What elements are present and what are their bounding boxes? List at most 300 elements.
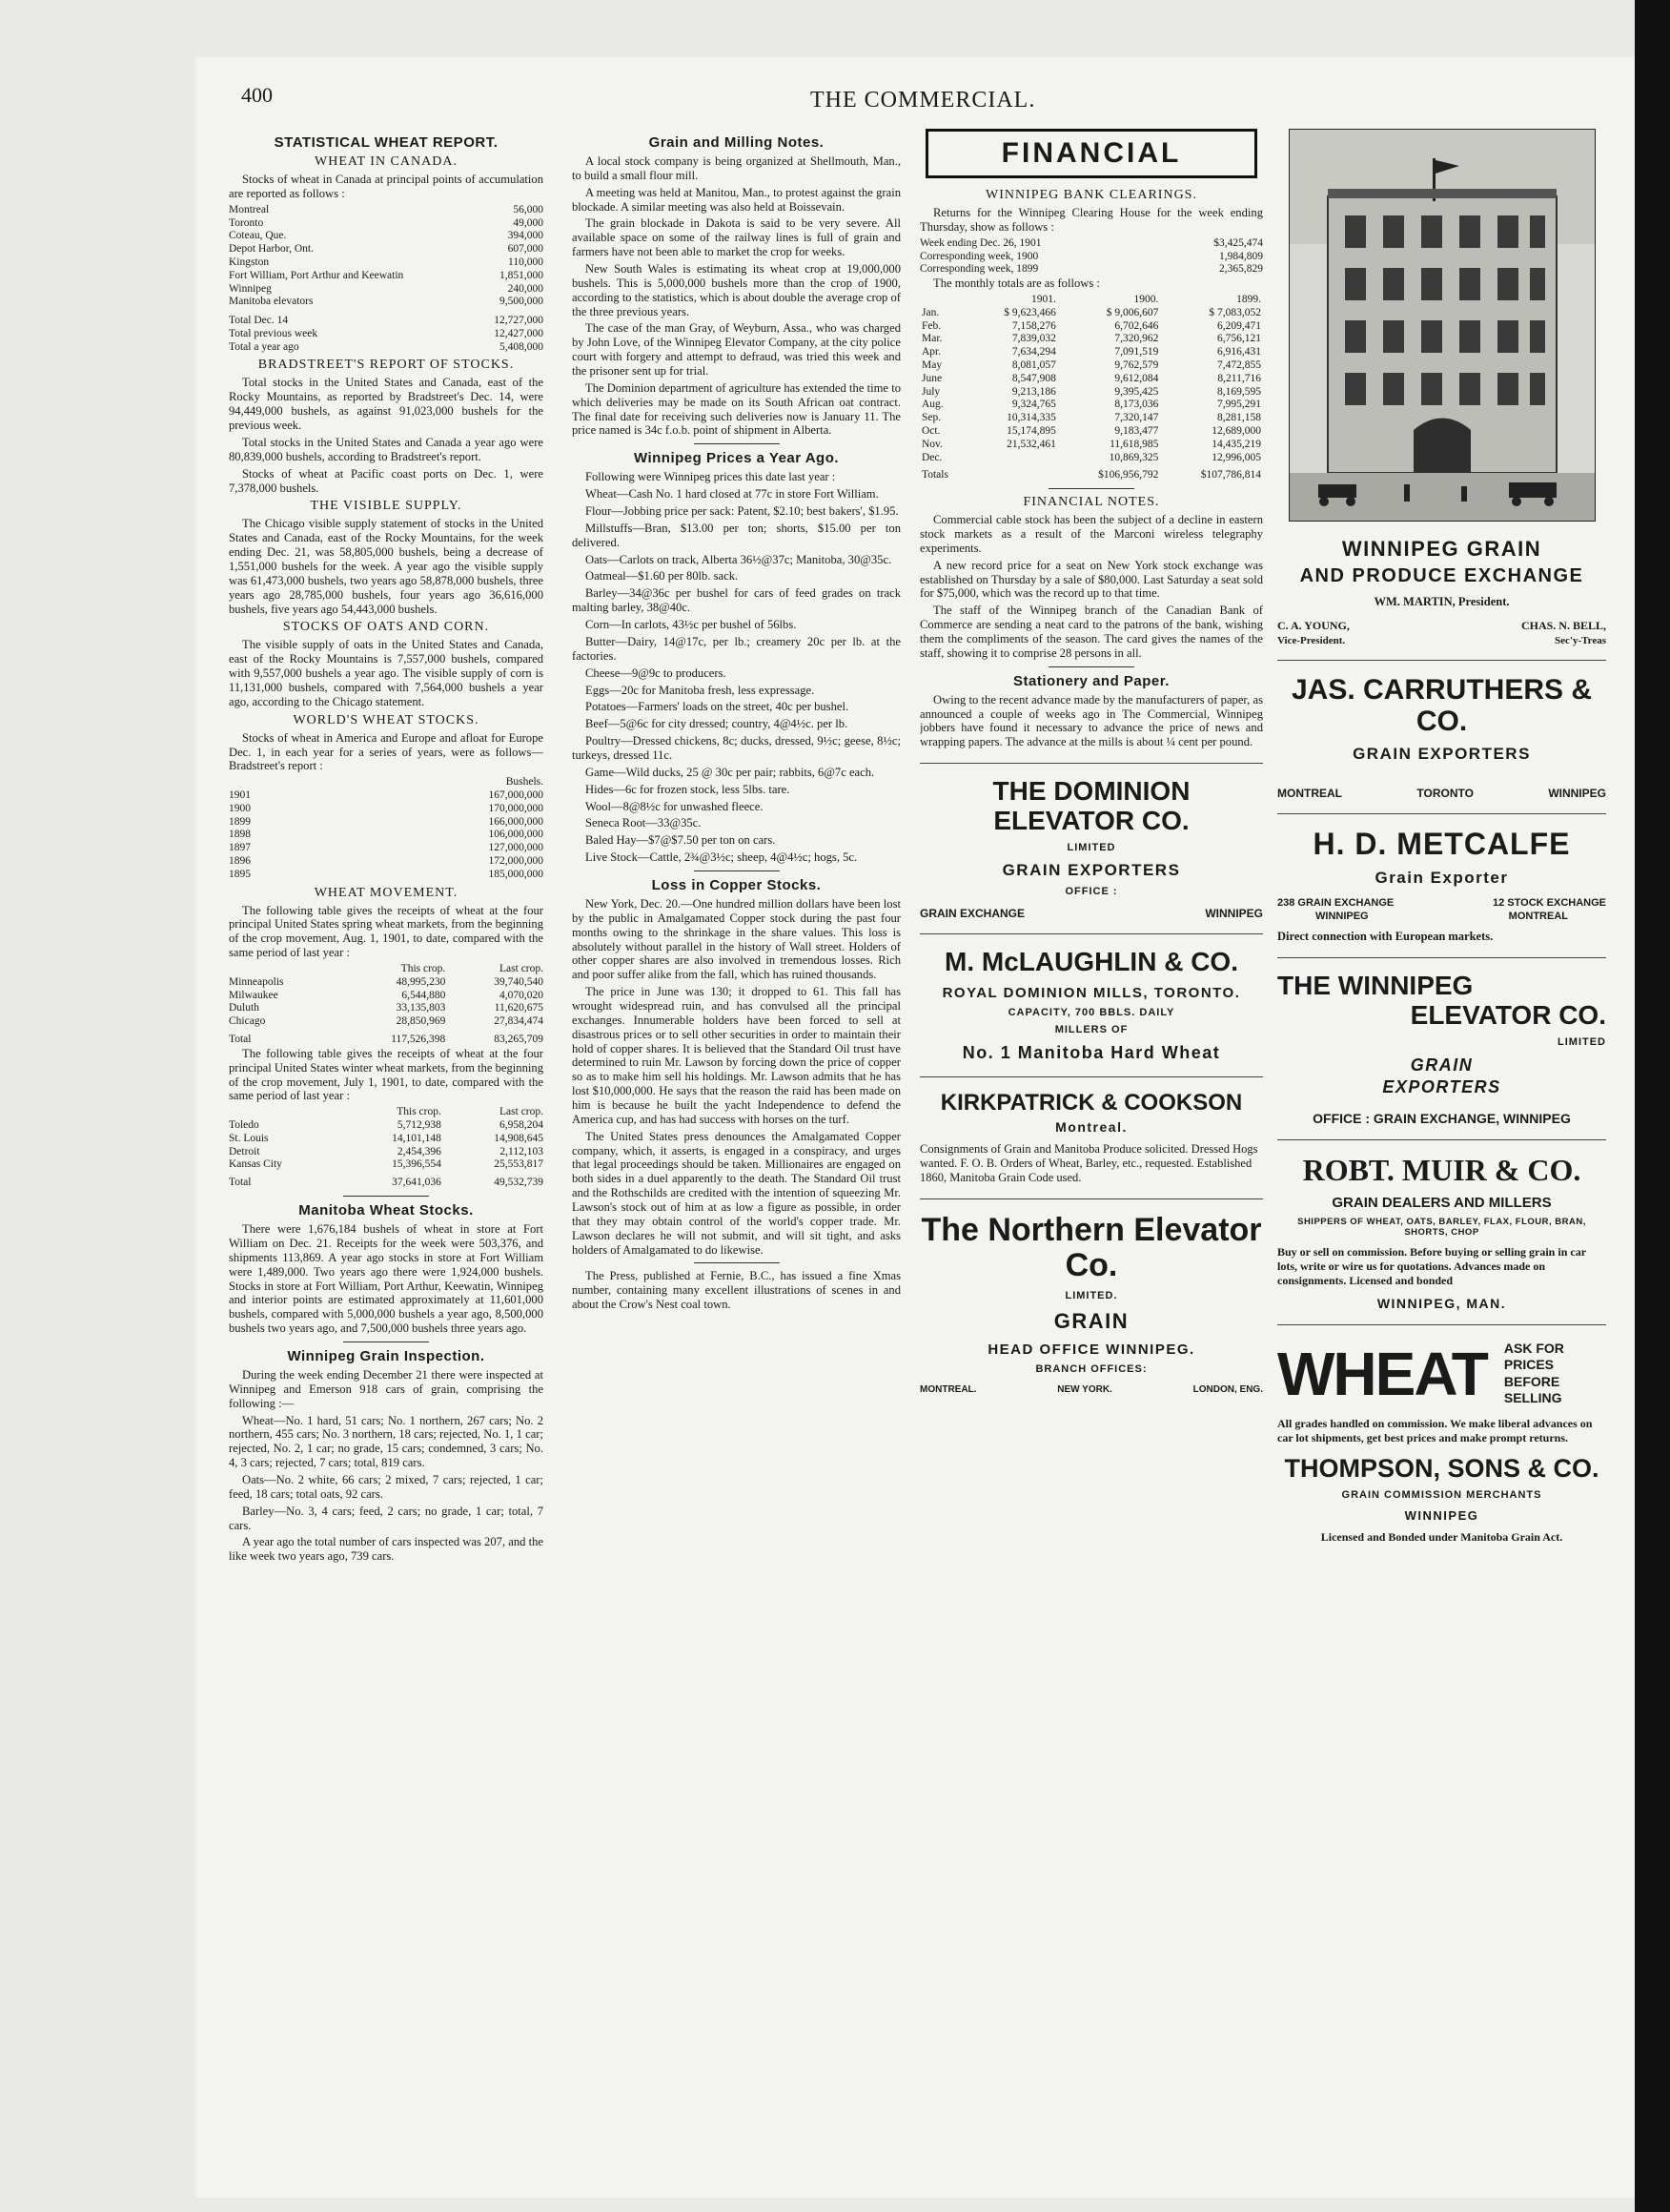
ad-northern-elevator — [920, 1199, 1263, 1408]
advertiser-name: ROBT. MUIR & CO. — [1302, 1152, 1581, 1187]
ad-dominion-elevator — [920, 763, 1263, 934]
cell: Fort William, Port Arthur and Keewatin — [229, 269, 404, 281]
ad-text: CAPACITY, 700 BBLS. DAILY — [1008, 1006, 1175, 1018]
ad-text: Licensed and Bonded under Manitoba Grain Act. — [1320, 1529, 1563, 1544]
ad-address — [1277, 911, 1606, 922]
table-row — [229, 256, 543, 270]
cell: 2,454,396 — [397, 1145, 441, 1157]
paragraph: Stocks of wheat in America and Europe and afloat for Europe Dec. 1, in each year for a series of years, were as follows—Bradstreet's report : — [229, 730, 543, 773]
ad-text: 238 GRAIN EXCHANGE — [1277, 897, 1395, 910]
cell: 110,000 — [508, 256, 543, 268]
table-row — [920, 359, 1263, 373]
table-row — [229, 1158, 543, 1172]
paragraph: Following were Winnipeg prices this date last year : — [585, 470, 836, 484]
ad-text: GRAIN EXPORTERS — [1002, 860, 1181, 879]
cell — [968, 452, 1058, 465]
cell: 14,435,219 — [1212, 438, 1261, 450]
cell: 1898 — [229, 829, 251, 841]
cell: Toledo — [229, 1119, 259, 1132]
ad-text: LIMITED — [1067, 841, 1116, 853]
cell: 1897 — [229, 842, 251, 854]
cell: 6,544,880 — [401, 989, 446, 1001]
paragraph: Baled Hay—$7@$7.50 per ton on cars. — [585, 833, 776, 848]
cell: 9,612,084 — [1114, 372, 1159, 384]
cell: 106,000,000 — [488, 829, 543, 841]
cell: Depot Harbor, Ont. — [229, 243, 314, 256]
table-row — [920, 412, 1263, 425]
paragraph: A new record price for a seat on New York stock exchange was established on Thursday by a sale of $80,000. Last Saturday a seat sold for $75,000, which was the record up to that time. — [920, 558, 1263, 601]
cell: 8,081,057 — [1011, 358, 1056, 371]
advertiser-name: ELEVATOR CO. — [1410, 999, 1606, 1030]
table-row — [229, 204, 543, 217]
cell: July — [922, 385, 941, 398]
table-row — [229, 217, 543, 231]
cell — [968, 464, 1058, 482]
paragraph: A meeting was held at Manitou, Man., to protest against the grain blockade. A similar meeting was also held at Boissevain. — [572, 185, 901, 214]
advertiser-name: KIRKPATRICK & COOKSON — [940, 1089, 1243, 1116]
cell: 167,000,000 — [488, 789, 543, 802]
paragraph: A local stock company is being organized at Shellmouth, Man., to build a small flour mill. — [572, 154, 901, 182]
advertiser-name: H. D. METCALFE — [1313, 827, 1571, 861]
paragraph: Oats—No. 2 white, 66 cars; 2 mixed, 7 cars; rejected, 1 car; feed, 18 cars; total oats, 92 cars. — [229, 1472, 543, 1501]
cell: 8,547,908 — [1011, 372, 1056, 384]
paragraph: Total stocks in the United States and Canada a year ago were 80,839,000 bushels, according to Bradstreet's report. — [229, 435, 543, 463]
cell: 5,408,000 — [499, 340, 543, 353]
cell: Milwaukee — [229, 989, 278, 1001]
ad-text: All grades handled on commission. We make liberal advances on car lot shipments, get best prices and make prompt returns. — [1277, 1416, 1593, 1444]
ad-text: CHAS. N. BELL, — [1520, 619, 1606, 632]
table-row — [920, 307, 1263, 320]
paragraph: The staff of the Winnipeg branch of the Canadian Bank of Commerce are sending a neat card to the patrons of the bank, wishing them the compliments of the season. The card gives the names of the staff, showing it to comprise 28 persons in all. — [920, 604, 1263, 660]
cell: 7,995,291 — [1217, 399, 1261, 411]
table-row — [229, 230, 543, 243]
cell: 117,526,398 — [391, 1034, 446, 1046]
cell: 12,427,000 — [494, 327, 543, 339]
ad-text: TORONTO — [1416, 787, 1474, 800]
cell: 28,850,969 — [396, 1015, 446, 1028]
cell: Minneapolis — [229, 975, 284, 988]
cell: 1901. — [1030, 293, 1056, 305]
ad-text: NEW YORK. — [1057, 1383, 1112, 1395]
paragraph: Barley—34@36c per bushel for cars of feed grades on track malting barley, 38@40c. — [572, 586, 901, 615]
spring-wheat-table — [229, 963, 543, 1047]
table-row — [229, 1029, 543, 1047]
scan-edge — [1635, 0, 1670, 2212]
cell: 1901 — [229, 789, 251, 802]
cell: Last crop. — [499, 963, 543, 975]
section-title: Stationery and Paper. — [1013, 672, 1170, 689]
paragraph: Returns for the Winnipeg Clearing House for the week ending Thursday, show as follows : — [920, 206, 1263, 234]
ad-address — [920, 907, 1263, 920]
divider — [343, 1196, 429, 1197]
paragraph: Seneca Root—33@35c. — [585, 816, 702, 830]
cell: 6,209,471 — [1217, 319, 1261, 332]
table-row — [229, 1133, 543, 1146]
paragraph: The Chicago visible supply statement of stocks in the United States and Canada, east of the Rocky Mountains, for the week ending Dec. 21, was 58,805,000 bushels, being a decrease of 1,551,000 bushels for the week. A year ago the visible supply was 61,473,000 bushels, two years ago 58,878,000 bushels, three years ago 28,785,000 bushels, four years ago 36,616,000 bushels, five years ago 54,443,000 bushels. — [229, 517, 543, 616]
table-row — [229, 1146, 543, 1159]
cell: 7,634,294 — [1011, 346, 1056, 358]
ad-text: MONTREAL — [1508, 911, 1568, 923]
cell: 27,834,474 — [494, 1015, 543, 1028]
cell: 11,620,675 — [494, 1002, 543, 1014]
cell: 127,000,000 — [488, 842, 543, 854]
financial-banner: FINANCIAL — [926, 129, 1257, 178]
table-row — [920, 452, 1263, 465]
section-title: Manitoba Wheat Stocks. — [298, 1202, 474, 1219]
ad-text: 12 STOCK EXCHANGE — [1493, 897, 1606, 910]
advertiser-name: JAS. CARRUTHERS & CO. — [1291, 674, 1593, 737]
table-row — [920, 464, 1263, 482]
ad-text: GRAIN COMMISSION MERCHANTS — [1341, 1488, 1542, 1501]
ad-text: WINNIPEG — [1404, 1507, 1479, 1523]
paragraph: Stocks of wheat at Pacific coast ports on Dec. 1, were 7,378,000 bushels. — [229, 466, 543, 495]
cell: 6,756,121 — [1217, 333, 1261, 345]
paragraph: The United States press denounces the Amalgamated Copper company, which, it asserts, is engaged in a conspiracy, and urges that legal proceedings should be taken. Millionaires are engaged on both sides in a duel apparently to the death. The Standard Oil trust and the Rothschilds are credited with the intention of squeezing Mr. Lawson's stock out of him at as low a figure as possible, in order that they may obtain control of the world's copper trade. Mr. Lawson declares he will not submit, and will sit tight, and asks holders of Amalgamated to do likewise. — [572, 1129, 901, 1257]
table-row — [920, 237, 1263, 251]
table-row — [229, 328, 543, 341]
cell: 14,101,148 — [392, 1132, 441, 1144]
cell: 1900 — [229, 802, 251, 814]
divider — [694, 443, 780, 444]
cell: This crop. — [397, 1106, 441, 1118]
ad-text: LIMITED. — [1065, 1289, 1118, 1301]
cell: 21,532,461 — [1007, 438, 1056, 450]
cell: 2,112,103 — [499, 1145, 543, 1157]
ad-officers-titles — [1277, 635, 1606, 646]
table-row — [920, 333, 1263, 346]
paragraph: Stocks of wheat in Canada at principal points of accumulation are reported as follows : — [229, 173, 543, 200]
cell: 49,532,739 — [494, 1177, 543, 1189]
cell: 12,727,000 — [494, 315, 543, 327]
table-row — [229, 1002, 543, 1015]
ad-address — [1277, 787, 1606, 800]
cell: Oct. — [922, 424, 941, 437]
cell: Dec. — [922, 451, 943, 463]
ad-text: Direct connection with European markets. — [1277, 930, 1494, 944]
column-statistical — [229, 129, 543, 2198]
section-title: Winnipeg Prices a Year Ago. — [633, 450, 840, 467]
paragraph: Owing to the recent advance made by the manufacturers of paper, as announced a couple of weeks ago in The Commercial, Winnipeg jobbers have found it necessary to advance the price of news and wrapping papers. The advance at the mills is about ¼ cent per pound. — [920, 692, 1263, 749]
cell: 25,553,817 — [494, 1158, 543, 1171]
wheat-banner — [1277, 1339, 1606, 1409]
cell: 8,281,158 — [1217, 412, 1261, 424]
cell: 7,320,147 — [1114, 412, 1159, 424]
ad-text: WINNIPEG — [1205, 906, 1263, 920]
ad-address — [1277, 897, 1606, 909]
paragraph: Live Stock—Cattle, 2¾@3½c; sheep, 4@4½c; hogs, 5c. — [585, 850, 858, 865]
advertiser-name: THE WINNIPEG — [1277, 971, 1474, 1001]
cell: 37,641,036 — [392, 1177, 441, 1189]
cell: 170,000,000 — [488, 802, 543, 814]
cell: $ 7,083,052 — [1209, 306, 1261, 318]
advertiser-name: WINNIPEG GRAIN — [1341, 537, 1542, 561]
ad-text: GRAIN DEALERS AND MILLERS — [1332, 1194, 1552, 1211]
cell: 1899 — [229, 815, 251, 828]
world-stocks-table — [229, 776, 543, 881]
divider — [1049, 666, 1134, 667]
ad-mclaughlin — [920, 934, 1263, 1077]
ad-text: BEFORE — [1503, 1373, 1560, 1389]
paragraph: The price in June was 130; it dropped to 61. This fall has wrought widespread ruin, and has convulsed all the principal exchanges. Innumerable holders have been forced to sell at disastrous prices or to sell other securities in order to maintain their hold of copper shares. It is believed that the Standard Oil trust have determined to ruin Mr. Lawson by forcing down the price of copper so as to make him sell his holdings. Mr. Lawson admits that he has lost $10,000,000. He says that the reason the raid has been made on him is because he built the yacht Independence to defend the America cup, and has had success with horses on the turf. — [572, 985, 901, 1126]
cell: 240,000 — [507, 282, 543, 295]
table-row — [920, 263, 1263, 276]
subhead: WHEAT IN CANADA. — [315, 154, 458, 169]
table-row — [920, 320, 1263, 334]
ad-text: HEAD OFFICE WINNIPEG. — [988, 1341, 1195, 1358]
cell: Last crop. — [499, 1106, 543, 1118]
ad-grain-exchange — [1277, 531, 1606, 661]
ad-winnipeg-elevator — [1277, 958, 1606, 1140]
cell: 7,320,962 — [1114, 333, 1159, 345]
cell: Bushels. — [505, 776, 543, 789]
ad-text: GRAIN — [1410, 1055, 1474, 1075]
table-row — [920, 251, 1263, 264]
divider — [694, 870, 780, 871]
cell: Manitoba elevators — [229, 296, 314, 308]
section-title: STATISTICAL WHEAT REPORT. — [274, 134, 499, 151]
table-row — [229, 341, 543, 355]
table-row — [920, 399, 1263, 412]
cell: 7,839,032 — [1011, 333, 1056, 345]
cell: 172,000,000 — [488, 855, 543, 868]
paragraph: Commercial cable stock has been the subject of a decline in eastern stock markets as a result of the Marconi wireless telegraphy experiments. — [920, 513, 1263, 555]
cell: Sep. — [922, 412, 942, 424]
cell: 6,702,646 — [1114, 319, 1159, 332]
wheat-headline: WHEAT — [1277, 1339, 1487, 1408]
divider — [1049, 488, 1134, 489]
column-notes — [572, 129, 901, 2198]
cell: 4,070,020 — [499, 989, 543, 1001]
table-row — [229, 789, 543, 803]
cell: 12,996,005 — [1212, 451, 1261, 463]
table-row — [229, 296, 543, 309]
paragraph: The visible supply of oats in the United States and Canada, east of the Rocky Mountains is 7,557,000 bushels, compared with 9,557,000 bushels a year ago. The visible supply of corn is 11,131,000 bushels, compared with 7,564,000 bushels a year ago, according to the Chicago statement. — [229, 638, 543, 708]
table-row — [229, 1119, 543, 1133]
cell: This crop. — [400, 963, 446, 975]
cell: 56,000 — [513, 203, 543, 215]
ad-thompson-sons — [1277, 1325, 1606, 1558]
ad-text: GRAIN EXPORTERS — [1353, 745, 1531, 763]
subhead: STOCKS OF OATS AND CORN. — [282, 620, 490, 635]
cell: 1,984,809 — [1219, 250, 1263, 262]
ad-text: MILLERS OF — [1054, 1023, 1129, 1035]
ad-text: GRAIN — [1053, 1308, 1130, 1333]
cell: Montreal — [229, 203, 270, 215]
cell: 39,740,540 — [494, 975, 543, 988]
cell: 9,500,000 — [499, 296, 543, 308]
ad-text: BRANCH OFFICES: — [1035, 1362, 1148, 1375]
cell: 185,000,000 — [488, 868, 543, 880]
cell: 48,995,230 — [396, 975, 446, 988]
paragraph: Butter—Dairy, 14@17c, per lb.; creamery 20c per lb. at the factories. — [572, 634, 901, 663]
cell: $106,956,792 — [1098, 469, 1159, 481]
table-header — [920, 294, 1263, 307]
paragraph: Beef—5@6c for city dressed; country, 4@4½c. per lb. — [585, 717, 848, 731]
paragraph: Wool—8@8½c for unwashed fleece. — [585, 799, 764, 813]
table-row — [229, 829, 543, 842]
paragraph: The monthly totals are as follows : — [933, 276, 1100, 291]
table-row — [229, 1172, 543, 1190]
column-advertisements — [1277, 129, 1606, 2198]
ad-text: Consignments of Grain and Manitoba Produce solicited. Dressed Hogs wanted. F. O. B. Orders of Wheat, Barley, etc., requested. Established 1860, Manitoba Grain Code used. — [920, 1141, 1258, 1184]
advertiser-name: THOMPSON, SONS & CO. — [1284, 1453, 1599, 1483]
cell: 8,211,716 — [1217, 372, 1261, 384]
paragraph: Poultry—Dressed chickens, 8c; ducks, dressed, 9½c; geese, 8½c; turkeys, dressed 11c. — [572, 734, 901, 762]
cell: Totals — [922, 469, 948, 481]
cell: 2,365,829 — [1219, 263, 1263, 276]
advertiser-name: M. McLAUGHLIN & CO. — [945, 946, 1238, 976]
table-row — [920, 386, 1263, 399]
cell: Total previous week — [229, 327, 318, 339]
table-row — [229, 243, 543, 256]
table-row — [229, 1015, 543, 1029]
cell: Jan. — [922, 306, 940, 318]
table-header — [229, 963, 543, 976]
ad-text: WM. MARTIN, President. — [1374, 595, 1510, 608]
ad-text: C. A. YOUNG, — [1277, 619, 1350, 632]
table-row — [920, 373, 1263, 386]
cell: 9,762,579 — [1114, 358, 1159, 371]
cell: Total Dec. 14 — [229, 315, 289, 327]
cell: Corresponding week, 1899 — [920, 263, 1039, 276]
ad-text: SHIPPERS OF WHEAT, OATS, BARLEY, FLAX, FLOUR, BRAN, SHORTS, CHOP — [1297, 1216, 1586, 1238]
advertiser-name: The Northern Elevator Co. — [921, 1211, 1262, 1284]
paragraph: The case of the man Gray, of Weyburn, Assa., who was charged by John Love, of the Winnipeg Elevator Company, at the city police court with forgery and attempt to defraud, was tried this week and the prisoner sent up for trial. — [572, 321, 901, 379]
paragraph: New York, Dec. 20.—One hundred million dollars have been lost by the public in Amalgamated Copper stock during the past four months owing to the shrinkage in the share values. This loss is absolutely without parallel in the history of Wall street. Holders of other copper shares are also involved in tremendous losses. Rich and poor suffer alike from the fall, which has ruined thousands. — [572, 896, 901, 982]
cell: June — [922, 372, 943, 384]
wheat-canada-table — [229, 204, 543, 355]
paragraph: Oatmeal—$1.60 per 80lb. sack. — [585, 569, 739, 584]
page-number: 400 — [241, 83, 273, 107]
table-row — [920, 346, 1263, 359]
column-financial — [920, 129, 1263, 2198]
cell: 607,000 — [507, 243, 543, 256]
cell: Kingston — [229, 256, 270, 268]
cell: 1,851,000 — [499, 269, 543, 281]
cell: 394,000 — [507, 230, 543, 242]
cell: Apr. — [922, 346, 942, 358]
cell: Feb. — [922, 319, 942, 332]
ad-text: Sec'y-Treas — [1555, 635, 1606, 646]
ad-text: WINNIPEG — [1548, 787, 1606, 800]
cell: 166,000,000 — [488, 815, 543, 828]
paragraph: A year ago the total number of cars inspected was 207, and the like week two years ago, 739 cars. — [229, 1535, 543, 1564]
section-title: Loss in Copper Stocks. — [651, 876, 822, 893]
ad-address — [920, 1384, 1263, 1395]
weekly-clearings-table — [920, 237, 1263, 276]
cell: Kansas City — [229, 1158, 282, 1171]
table-row — [229, 990, 543, 1003]
paragraph: Barley—No. 3, 4 cars; feed, 2 cars; no grade, 1 car; total, 7 cars. — [229, 1504, 543, 1532]
paragraph: Game—Wild ducks, 25 @ 30c per pair; rabbits, 6@7c each. — [585, 765, 875, 779]
cell: 10,869,325 — [1109, 451, 1159, 463]
subhead: THE VISIBLE SUPPLY. — [310, 499, 462, 514]
cell: Toronto — [229, 216, 264, 229]
table-row — [920, 425, 1263, 439]
cell: Week ending Dec. 26, 1901 — [920, 236, 1042, 249]
cell: 10,314,335 — [1007, 412, 1056, 424]
divider — [694, 1262, 780, 1263]
cell: $ 9,623,466 — [1004, 306, 1056, 318]
cell: 8,173,036 — [1114, 399, 1159, 411]
cell: Total — [229, 1034, 252, 1046]
paragraph: The Press, published at Fernie, B.C., has issued a fine Xmas number, containing many excellent illustrations of scenes in and about the Crow's Nest coal town. — [572, 1269, 901, 1312]
cell: Coteau, Que. — [229, 230, 287, 242]
cell: St. Louis — [229, 1132, 269, 1144]
paragraph: New South Wales is estimating its wheat crop at 19,000,000 bushels. This is 5,000,000 bushels more than the crop of 1900, according to the statistics, which is about double the average crop of the three previous years. — [572, 262, 901, 318]
cell: $3,425,474 — [1213, 236, 1263, 249]
cell: Total — [229, 1177, 252, 1189]
paragraph: Wheat—Cash No. 1 hard closed at 77c in store Fort William. — [585, 487, 879, 502]
cell: 9,183,477 — [1114, 424, 1159, 437]
table-header — [229, 776, 543, 789]
cell: 11,618,985 — [1110, 438, 1159, 450]
table-row — [229, 270, 543, 283]
ad-text: ROYAL DOMINION MILLS, TORONTO. — [942, 984, 1241, 1001]
subhead: WHEAT MOVEMENT. — [314, 885, 458, 900]
cell: Chicago — [229, 1015, 266, 1028]
ad-kirkpatrick — [920, 1077, 1263, 1199]
paragraph: The Dominion department of agriculture has extended the time to which deliveries may be made on its South African oat contract. The final date for receiving such deliveries now is January 11. The price named is 34c f.o.b. point of shipment in Alberta. — [572, 380, 901, 438]
paragraph: The following table gives the receipts of wheat at the four principal United States winter wheat markets, from the beginning of the crop movement, July 1, 1901, to date, compared with the same period of last year : — [229, 1046, 543, 1103]
masthead: THE COMMERCIAL. — [810, 88, 1036, 113]
ad-text: PRICES — [1503, 1357, 1554, 1373]
paragraph: Corn—In carlots, 43½c per bushel of 56lbs. — [585, 618, 797, 632]
cell: 7,091,519 — [1114, 346, 1159, 358]
cell: 1896 — [229, 855, 251, 868]
ad-text: SELLING — [1503, 1390, 1562, 1406]
cell: 83,265,709 — [494, 1034, 543, 1046]
ad-text: EXPORTERS — [1382, 1076, 1501, 1096]
table-row — [229, 803, 543, 816]
cell: Aug. — [922, 399, 944, 411]
ad-text: No. 1 Manitoba Hard Wheat — [962, 1042, 1221, 1062]
cell: Nov. — [922, 438, 943, 450]
ad-text: Montreal. — [1055, 1118, 1128, 1135]
ad-text: OFFICE : — [1065, 885, 1118, 897]
cell: $107,786,814 — [1200, 469, 1261, 481]
ad-text: LIMITED — [1558, 1035, 1606, 1048]
cell: 49,000 — [513, 216, 543, 229]
cell: Mar. — [922, 333, 943, 345]
ad-officers — [1277, 619, 1606, 633]
ad-metcalfe — [1277, 814, 1606, 958]
cell: 1900. — [1133, 293, 1159, 305]
cell: 6,916,431 — [1217, 346, 1261, 358]
cell: $ 9,006,607 — [1106, 306, 1159, 318]
ad-text: MONTREAL — [1277, 787, 1342, 800]
paragraph: Cheese—9@9c to producers. — [585, 666, 726, 680]
section-title: Winnipeg Grain Inspection. — [287, 1347, 485, 1364]
cell: 7,472,855 — [1217, 358, 1261, 371]
paragraph: Flour—Jobbing price per sack: Patent, $2.10; best bakers', $1.95. — [585, 504, 899, 519]
subhead: BRADSTREET'S REPORT OF STOCKS. — [257, 358, 515, 373]
section-title: Grain and Milling Notes. — [648, 134, 825, 151]
subhead: WINNIPEG BANK CLEARINGS. — [986, 188, 1197, 202]
ad-text: Vice-President. — [1277, 635, 1346, 646]
cell: Duluth — [229, 1002, 259, 1014]
advertiser-name: AND PRODUCE EXCHANGE — [1299, 565, 1584, 586]
subhead: WORLD'S WHEAT STOCKS. — [293, 712, 479, 727]
cell: 33,135,803 — [396, 1002, 446, 1014]
ad-text: WINNIPEG — [1315, 911, 1369, 923]
paragraph: Total stocks in the United States and Canada, east of the Rocky Mountains, as reported by Bradstreet's Dec. 14, were 94,449,000 bushels, as against 91,023,000 bushels for the previous week. — [229, 376, 543, 433]
cell: 1899. — [1236, 293, 1261, 305]
winter-wheat-table — [229, 1106, 543, 1190]
paragraph: Millstuffs—Bran, $13.00 per ton; shorts, $15.00 per ton delivered. — [572, 521, 901, 549]
table-row — [229, 309, 543, 328]
cell: 12,689,000 — [1212, 424, 1261, 437]
